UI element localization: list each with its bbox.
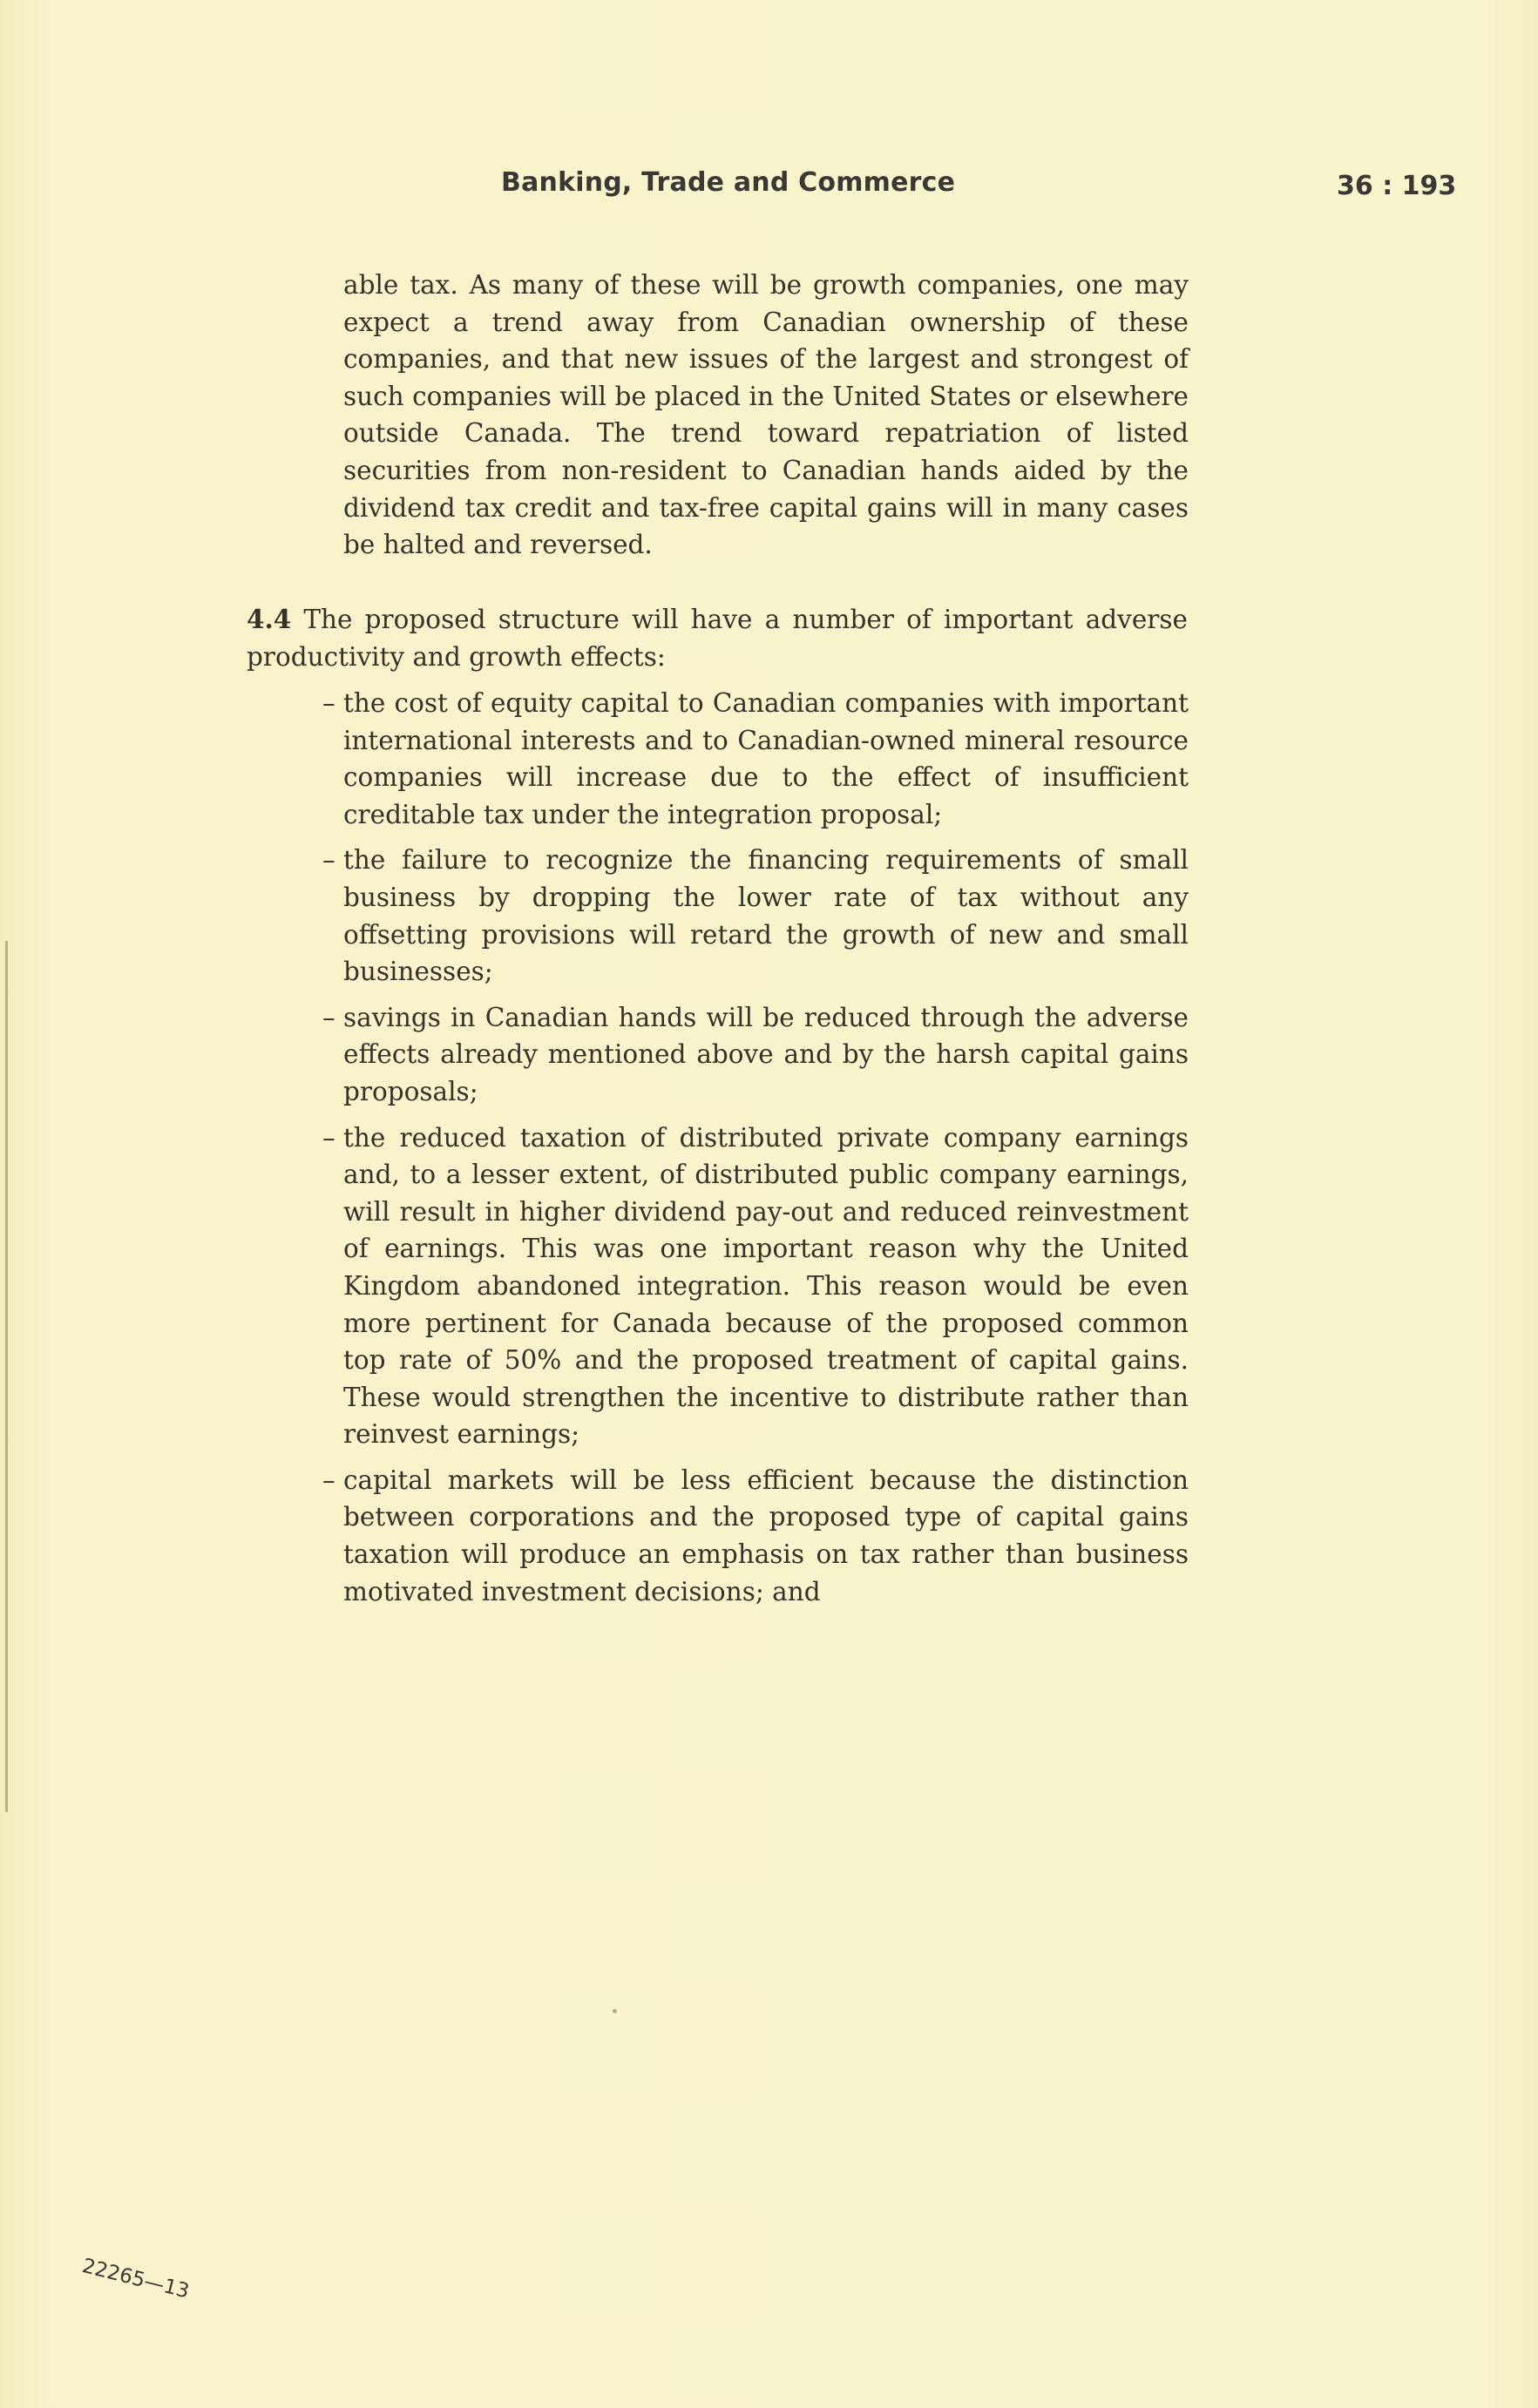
printer-signature-code: 22265—13 [79,2255,192,2303]
bullet-item [322,999,1189,1111]
section-4-4-text: The proposed structure will have a number of important adverse productivity and growth effects: [247,605,1188,672]
effects-bullet-list [322,685,1189,1619]
bullet-text: the reduced taxation of distributed private company earnings and, to a lesser extent, of distributed public company earnings, will result in higher dividend pay-out and reduced reinvestment of earnings. This was one important reason why the United Kingdom abandoned integration. This reason would be even more pertinent for Canada because of the proposed common top rate of 50% and the proposed treatment of capital gains. These would strengthen the incentive to distribute rather than reinvest earnings; [343,1122,1189,1450]
bullet-text: savings in Canadian hands will be reduced through the adverse effects already mentioned above and by the harsh capital gains proposals; [343,1002,1189,1106]
bullet-dash: – [322,1002,335,1032]
intro-paragraph [343,267,1189,564]
running-header-title: Banking, Trade and Commerce [501,167,956,198]
bullet-text: the failure to recognize the financing requirements of small business by dropping the lower rate of tax without any offsetting provisions will retard the growth of new and small businesses; [343,845,1189,987]
page-edge-line [5,941,8,1812]
bullet-item [322,1119,1189,1453]
bullet-dash: – [322,845,335,876]
section-number: 4.4 [247,604,292,634]
ink-speck [613,2009,617,2013]
bullet-item [322,842,1189,990]
running-header-page-number: 36 : 193 [1337,171,1457,201]
bullet-dash: – [322,1122,335,1153]
bullet-text: the cost of equity capital to Canadian companies with important international interests and to Canadian-owned mineral resource companies will increase due to the effect of insufficient creditable tax under the integration proposal; [343,688,1189,829]
bullet-item [322,685,1189,833]
bullet-dash: – [322,688,335,718]
bullet-text: capital markets will be less efficient because the distinction between corporations and the proposed type of capital gains taxation will produce an emphasis on tax rather than business motivated investment decisions; and [343,1464,1189,1606]
bullet-dash: – [322,1464,335,1495]
section-4-4-text-line [247,601,1188,675]
section-4-4-paragraph [247,601,1188,675]
intro-paragraph-text: able tax. As many of these will be growth companies, one may expect a trend away from Canadian ownership of these companies, and that new issues of the largest and strongest of such companies will be placed in the United States or elsewhere outside Canada. The trend toward repatriation of listed securities from non-resident to Canadian hands aided by the dividend tax credit and tax-free capital gains will in many cases be halted and reversed. [343,270,1189,560]
bullet-item [322,1462,1189,1610]
